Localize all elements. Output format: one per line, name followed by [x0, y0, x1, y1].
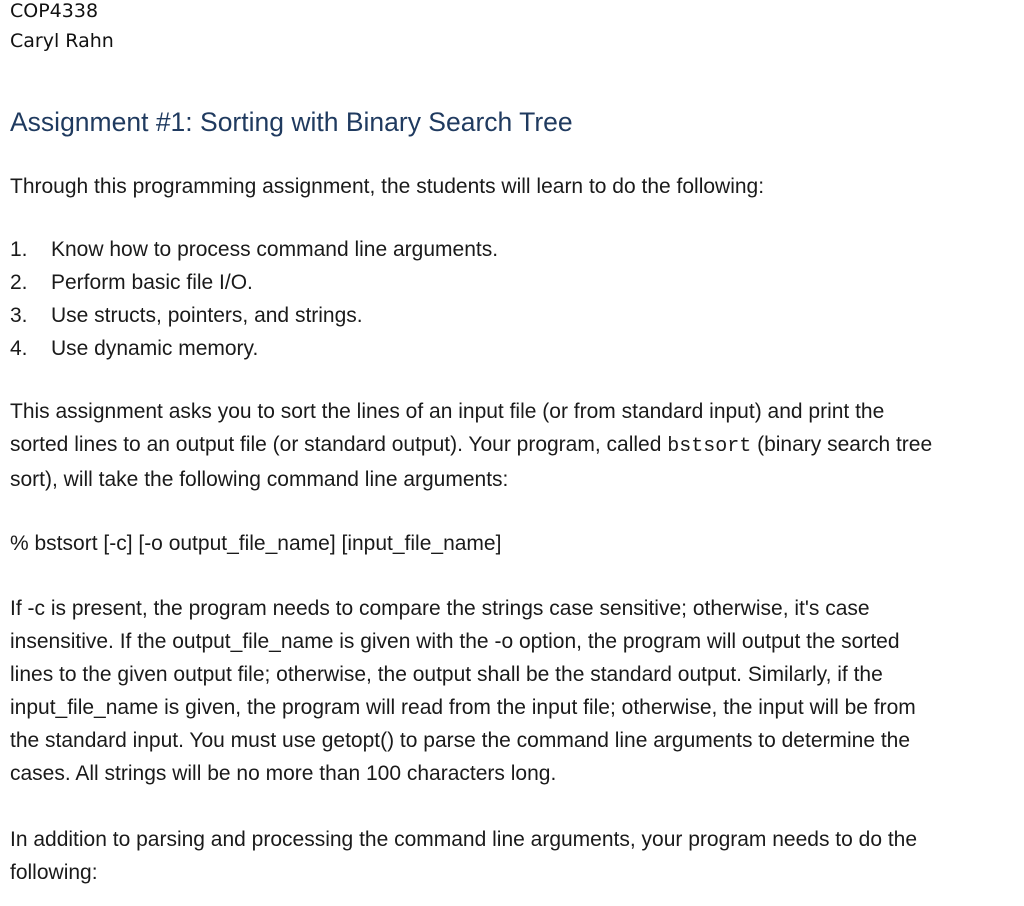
command-usage: % bstsort [-c] [-o output_file_name] [input_file_name]: [10, 532, 502, 555]
objectives-list: [10, 233, 498, 365]
list-item-text: Perform basic file I/O.: [51, 271, 253, 294]
description-paragraph: [10, 395, 1014, 496]
paragraph-text: sorted lines to an output file (or standard output). Your program, called: [10, 433, 668, 456]
author-name: Caryl Rahn: [10, 30, 114, 52]
paragraph-line: cases. All strings will be no more than 100 characters long.: [10, 762, 557, 785]
paragraph-line: If -c is present, the program needs to compare the strings case sensitive; otherwise, it's case: [10, 597, 870, 620]
list-item: [10, 332, 498, 365]
assignment-title: Assignment #1: Sorting with Binary Search Tree: [10, 107, 573, 137]
list-item: [10, 233, 498, 266]
list-number: 2.: [10, 271, 28, 294]
intro-paragraph: Through this programming assignment, the students will learn to do the following:: [10, 175, 765, 198]
list-item-text: Know how to process command line arguments.: [51, 238, 499, 261]
list-item-text: Use dynamic memory.: [51, 337, 259, 360]
options-paragraph: [10, 592, 1014, 790]
paragraph-text: (binary search tree: [751, 433, 933, 456]
requirements-paragraph: [10, 823, 1014, 889]
paragraph-line: the standard input. You must use getopt() to parse the command line arguments to determine the: [10, 729, 911, 752]
list-item: [10, 266, 498, 299]
paragraph-line: This assignment asks you to sort the lines of an input file (or from standard input) and print the: [10, 400, 885, 423]
paragraph-line: insensitive. If the output_file_name is given with the -o option, the program will output the sorted: [10, 630, 900, 653]
paragraph-line: sort), will take the following command line arguments:: [10, 468, 509, 491]
program-name-code: bstsort: [667, 435, 752, 458]
list-number: 1.: [10, 238, 28, 261]
paragraph-line: input_file_name is given, the program will read from the input file; otherwise, the input will be from: [10, 696, 916, 719]
list-item-text: Use structs, pointers, and strings.: [51, 304, 363, 327]
list-number: 4.: [10, 337, 28, 360]
list-number: 3.: [10, 304, 28, 327]
paragraph-line: In addition to parsing and processing the command line arguments, your program needs to do the: [10, 828, 918, 851]
paragraph-line: lines to the given output file; otherwise, the output shall be the standard output. Similarly, if the: [10, 663, 883, 686]
paragraph-line: [10, 428, 1014, 463]
paragraph-line: following:: [10, 861, 98, 884]
course-code: COP4338: [10, 0, 99, 22]
list-item: [10, 299, 498, 332]
